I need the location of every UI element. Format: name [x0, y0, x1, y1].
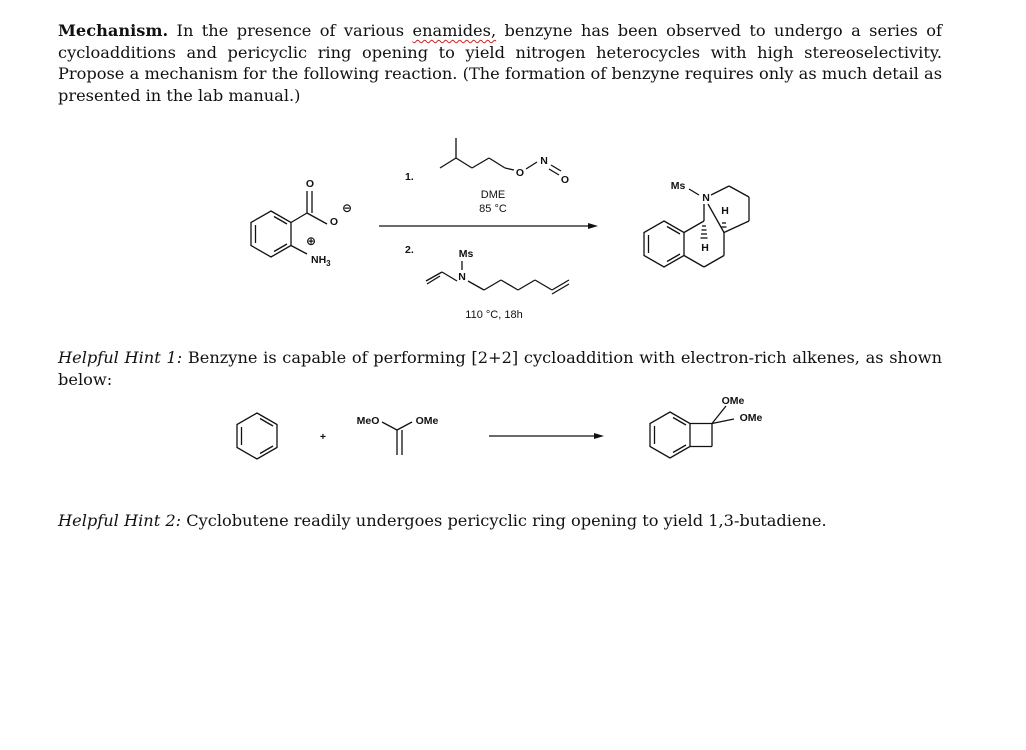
product-h-bottom-label: H [701, 242, 709, 254]
hint2-paragraph [58, 510, 942, 532]
hint1-label: Helpful Hint 1: [58, 348, 183, 367]
product-ome-side-label: OMe [739, 412, 763, 424]
main-reaction-scheme [0, 130, 1026, 340]
temperature-label: 85 °C [479, 203, 507, 215]
product-ms-label: Ms [670, 180, 686, 192]
hint2-label: Helpful Hint 2: [58, 511, 182, 530]
mechanism-heading: Mechanism. [58, 21, 169, 40]
anion-charge-icon: ⊖ [341, 201, 353, 215]
nitrite-n-label: N [540, 155, 548, 167]
meo-label: MeO [356, 415, 380, 427]
step1-number: 1. [405, 171, 414, 183]
reaction-arrow [379, 223, 598, 229]
enamide-n-label: N [458, 271, 466, 283]
reagent-ome-label: OMe [415, 415, 439, 427]
intro-text-end: benzyne has been observed to undergo a series of cycloadditions and pericyclic ring opening to yield nitrogen heterocycles with high stereoselectivity. Propose a mechanism for the following reaction. (The formation of benzyne requires only as much detail as presented in the lab manual.) [58, 21, 942, 105]
enamide-ms-label: Ms [458, 248, 474, 260]
hint1-text: Benzyne is capable of performing [2+2] cycloaddition with electron-rich alkenes, as shown below: [58, 348, 942, 389]
hint2-text: Cyclobutene readily undergoes pericyclic ring opening to yield 1,3-butadiene. [181, 511, 827, 530]
hint1-reaction-scheme [0, 390, 1026, 480]
hint1-paragraph [58, 347, 942, 390]
carboxylate-oxygen-label: O [329, 216, 339, 228]
product-h-top-label: H [721, 205, 729, 217]
nitrite-o2-label: O [560, 174, 570, 186]
product-n-label: N [702, 192, 710, 204]
ammonium-label: $NH_3$ [311, 254, 331, 268]
step2-number: 2. [405, 244, 414, 256]
intro-text-start: In the presence of various [168, 21, 413, 40]
plus-sign: + [319, 431, 327, 443]
nitrite-o-label: O [515, 167, 525, 179]
dimethoxypropene-structure [382, 422, 412, 455]
carbonyl-oxygen-label: O [305, 178, 315, 190]
ammonium-subscript: 3 [326, 259, 331, 268]
benzocyclobutene-product-structure [650, 406, 734, 458]
enamide-structure [426, 261, 569, 294]
product-structure [644, 186, 749, 267]
step2-conditions-label: 110 °C, 18h [465, 309, 523, 321]
solvent-label: DME [480, 189, 506, 201]
benzene-structure [237, 413, 277, 459]
mechanism-paragraph [58, 20, 942, 106]
hint1-arrow [489, 433, 604, 439]
spellcheck-flagged-word[interactable]: enamides, [412, 21, 497, 40]
cation-charge-icon: ⊕ [305, 234, 317, 248]
product-ome-top-label: OMe [721, 395, 745, 407]
